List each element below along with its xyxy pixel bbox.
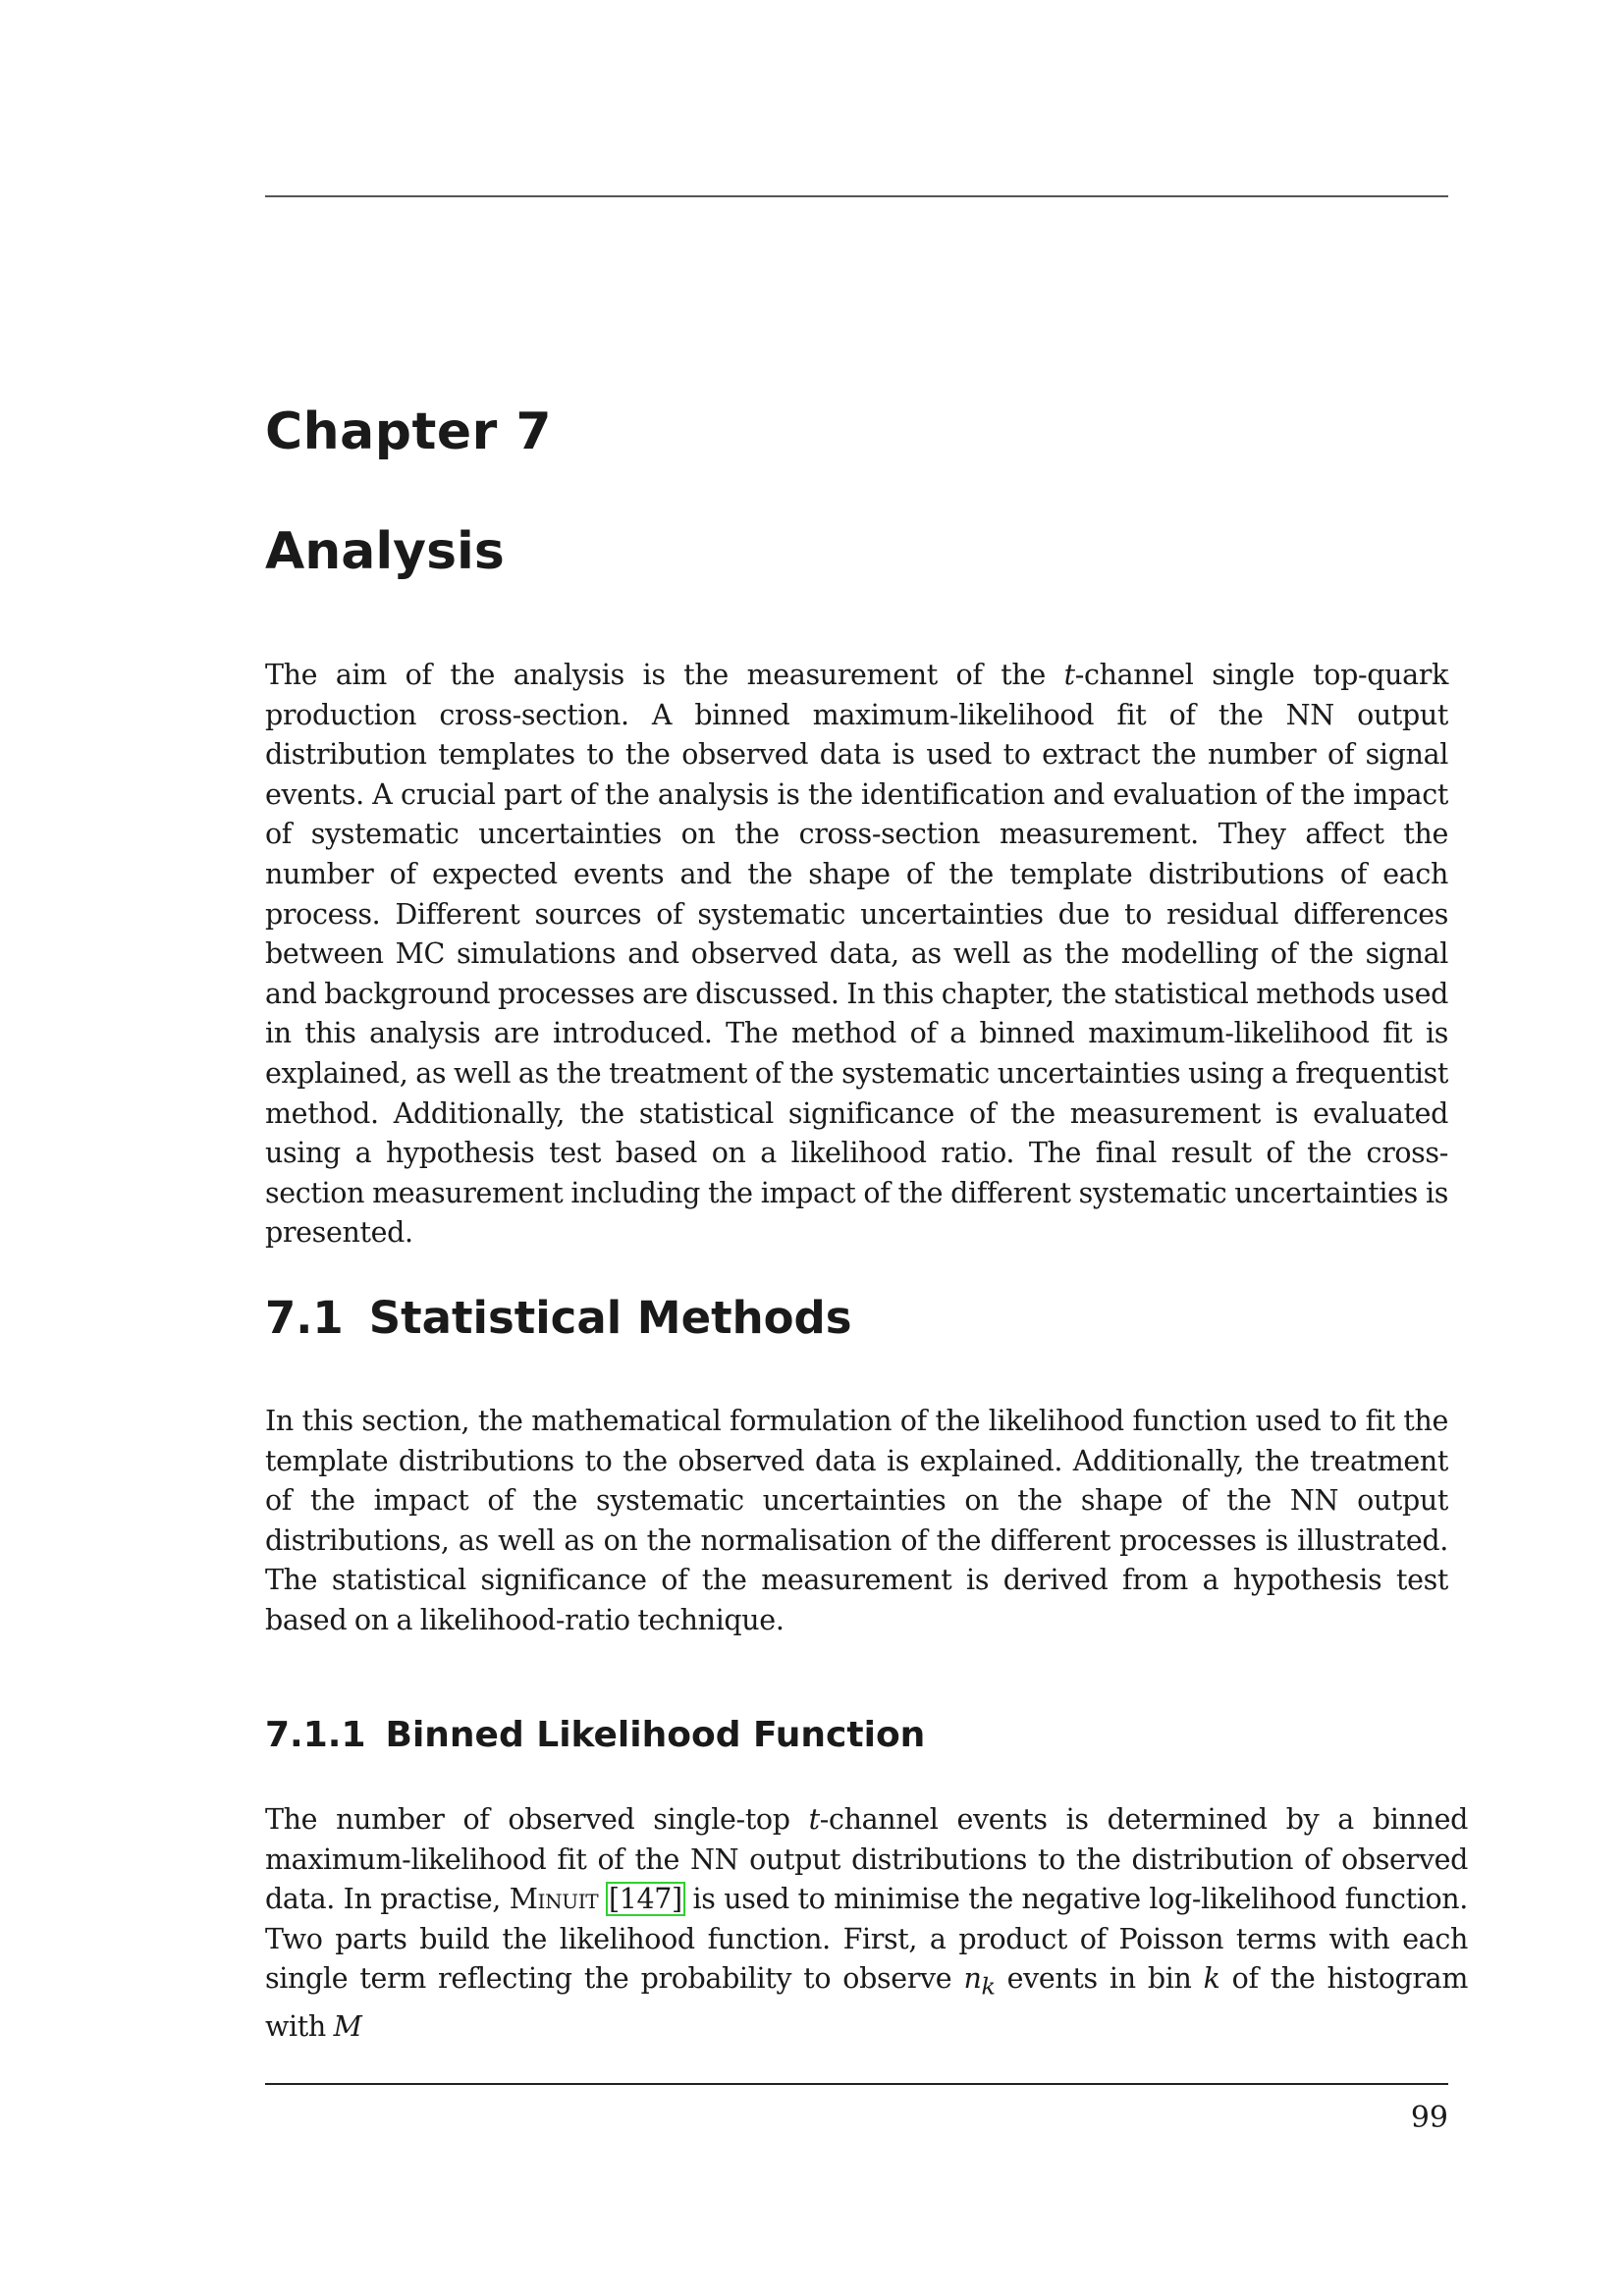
footer-rule	[265, 2083, 1448, 2085]
section-number: 7.1	[265, 1292, 344, 1344]
section-title: Statistical Methods	[368, 1292, 852, 1344]
citation-link[interactable]: [147]	[608, 1883, 682, 1916]
subsection-text-1: The number of observed single-top	[265, 1803, 809, 1836]
header-rule	[265, 195, 1448, 197]
variable-t: t	[1063, 659, 1075, 691]
subsection-title: Binned Likelihood Function	[385, 1715, 926, 1755]
intro-text-2: -channel single top-quark production cross-section. A binned maximum-likelihood fit of the NN output distribution templates to the observed data is used to extract the number of signal events. A crucial part of the analysis is the identification and evaluation of the impact of systematic uncertainties on the cross-section measurement. They affect the number of expected events and the shape of the template distributions of each process. Different sources of systematic uncertainties due to residual differences between MC simulations and observed data, as well as the modelling of the signal and background processes are discussed. In this chapter, the statistical methods used in this analysis are introduced. The method of a binned maximum-likelihood fit is explained, as well as the treatment of the systematic uncertainties using a frequentist method. Additionally, the statistical significance of the measurement is evaluated using a hypothesis test based on a likelihood ratio. The final result of the cross-section measurement including the impact of the different systematic uncertainties is presented.	[265, 659, 1448, 1250]
subsection-number: 7.1.1	[265, 1715, 366, 1755]
minuit-name: Minuit	[509, 1883, 599, 1916]
subsection-text-2: -channel events is determined by a binned maximum-likelihood fit of the NN output distributions to the distribution of observed data. In practise,	[265, 1803, 1468, 1916]
subsection-heading	[265, 1713, 925, 1758]
variable-M: M	[333, 2009, 362, 2043]
intro-text-1: The aim of the analysis is the measurement of the	[265, 659, 1064, 691]
section-paragraph: In this section, the mathematical formulation of the likelihood function used to fit the template distributions to the observed data is explained. Additionally, the treatment of the impact of the systematic uncertainties on the shape of the NN output distributions, as well as on the normalisation of the different processes is illustrated. The statistical significance of the measurement is derived from a hypothesis test based on a likelihood-ratio technique.	[265, 1405, 1448, 1636]
variable-k: k	[1203, 1962, 1220, 1996]
page-number: 99	[1410, 2101, 1448, 2135]
subsection-text-4: events in bin	[995, 1962, 1204, 1996]
variable-t: t	[808, 1803, 820, 1836]
intro-paragraph	[265, 656, 1448, 1254]
chapter-label: Chapter 7	[265, 402, 553, 461]
document-page	[265, 0, 1468, 2296]
subscript-k: k	[981, 1973, 996, 2002]
chapter-title: Analysis	[265, 522, 505, 581]
variable-n: n	[963, 1962, 982, 1996]
subsection-paragraph	[265, 1800, 1468, 2047]
section-heading	[265, 1291, 852, 1346]
subsection-text-5: of the histogram with	[265, 1962, 1468, 2043]
subsection-text-3: is used to minimise the negative log-likelihood function. Two parts build the likelihood function. First, a product of Poisson terms with each single term reflecting the probability to observe	[265, 1883, 1468, 1996]
